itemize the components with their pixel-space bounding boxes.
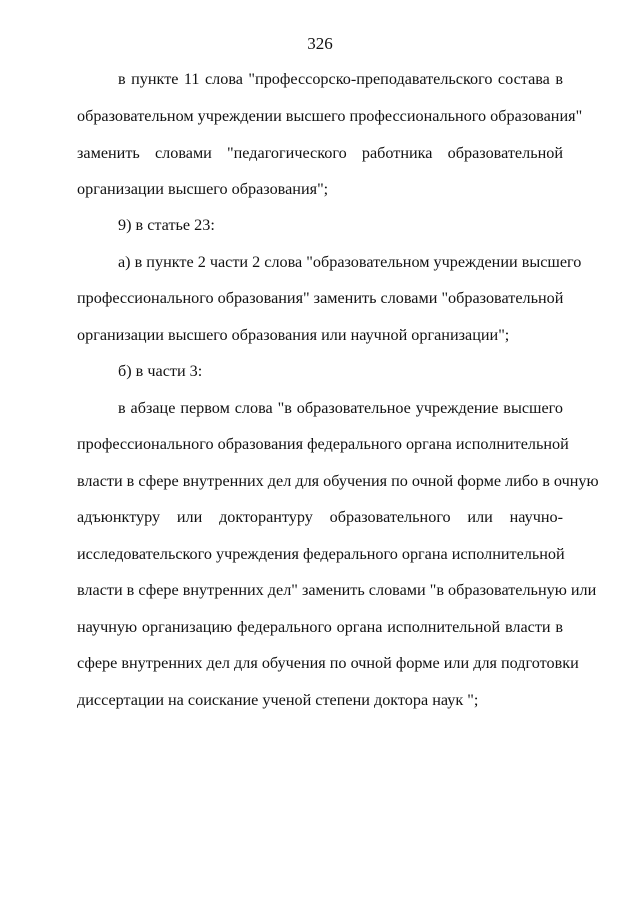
text-line: заменить словами "педагогического работника образовательной [77,144,563,162]
text-line: а) в пункте 2 части 2 слова "образовательном учреждении высшего [118,253,582,271]
text-line: научную организацию федерального органа исполнительной власти в [77,618,563,636]
page-number: 326 [307,34,333,53]
text-line: в пункте 11 слова "профессорско-преподавательского состава в [118,70,563,88]
text-line: образовательном учреждении высшего профессионального образования" [77,107,583,125]
text-line: б) в части 3: [118,362,203,380]
text-line: профессионального образования федерального органа исполнительной [77,435,569,453]
text-line: власти в сфере внутренних дел для обучения по очной форме либо в очную [77,472,599,490]
text-line: организации высшего образования"; [77,180,329,198]
text-line: 9) в статье 23: [118,216,215,234]
text-line: организации высшего образования или научной организации"; [77,326,510,344]
text-line: исследовательского учреждения федерального органа исполнительной [77,545,565,563]
text-line: сфере внутренних дел для обучения по очной форме или для подготовки [77,654,579,672]
text-line: в абзаце первом слова "в образовательное учреждение высшего [118,399,563,417]
text-line: профессионального образования" заменить словами "образовательной [77,289,564,307]
text-line: диссертации на соискание ученой степени доктора наук "; [77,691,479,709]
text-line: адъюнктуру или докторантуру образовательного или научно- [77,508,563,526]
text-line: власти в сфере внутренних дел" заменить словами "в образовательную или [77,581,597,599]
